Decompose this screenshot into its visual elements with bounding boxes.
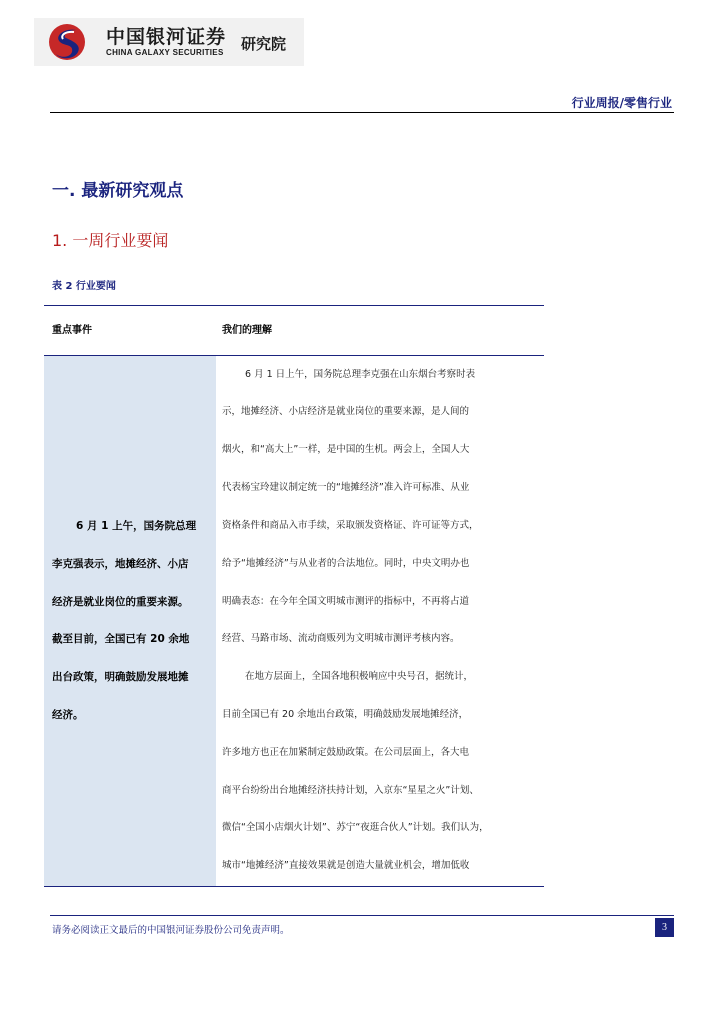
- analysis-line: 在地方层面上，全国各地积极响应中央号召，据统计，: [245, 671, 474, 682]
- analysis-line: 代表杨宝玲建议制定统一的“地摊经济”准入许可标准、从业: [222, 482, 470, 493]
- analysis-line: 资格条件和商品入市手续，采取颁发资格证、许可证等方式，: [222, 520, 479, 531]
- analysis-line: 城市“地摊经济”直接效果就是创造大量就业机会，增加低收: [222, 860, 470, 871]
- analysis-line: 烟火，和“高大上”一样，是中国的生机。两会上，全国人大: [222, 444, 470, 455]
- header-divider: [50, 112, 674, 113]
- analysis-line: 经营、马路市场、流动商贩列为文明城市测评考核内容。: [222, 633, 460, 644]
- table-header-event: 重点事件: [52, 325, 92, 336]
- analysis-cell: [216, 356, 544, 886]
- page-number: 3: [655, 918, 674, 937]
- event-line: 经济是就业岗位的重要来源。: [52, 596, 189, 608]
- section-title: 一. 最新研究观点: [52, 181, 184, 201]
- analysis-line: 明确表态：在今年全国文明城市测评的指标中，不再将占道: [222, 596, 470, 607]
- logo-division: 研究院: [241, 35, 287, 53]
- event-line: 经济。: [52, 709, 84, 721]
- company-logo: [34, 18, 304, 66]
- analysis-line: 微信“全国小店烟火计划”、苏宁“夜逛合伙人”计划。我们认为，: [222, 822, 489, 833]
- galaxy-logo-icon: [46, 22, 88, 62]
- footer-disclaimer: 请务必阅读正文最后的中国银河证券股份公司免责声明。: [52, 925, 290, 936]
- table-bottom-border: [44, 886, 544, 887]
- analysis-line: 商平台纷纷出台地摊经济扶持计划，入京东“星星之火”计划、: [222, 785, 479, 796]
- logo-chinese-name: 中国银河证券: [106, 26, 227, 48]
- event-line: 李克强表示，地摊经济、小店: [52, 558, 189, 570]
- footer-divider: [50, 915, 674, 916]
- event-line: 截至目前，全国已有 20 余地: [52, 633, 190, 645]
- report-type-label: 行业周报/零售行业: [571, 96, 672, 110]
- event-line: 6 月 1 上午，国务院总理: [76, 520, 197, 532]
- analysis-line: 许多地方也正在加紧制定鼓励政策。在公司层面上，各大电: [222, 747, 470, 758]
- table-caption: 表 2 行业要闻: [52, 281, 116, 292]
- event-line: 出台政策，明确鼓励发展地摊: [52, 671, 189, 683]
- analysis-line: 目前全国已有 20 余地出台政策，明确鼓励发展地摊经济，: [222, 709, 469, 720]
- logo-english-name: CHINA GALAXY SECURITIES: [106, 48, 224, 57]
- table-header-analysis: 我们的理解: [222, 325, 272, 336]
- table-top-border: [44, 305, 544, 306]
- analysis-line: 6 月 1 日上午，国务院总理李克强在山东烟台考察时表: [245, 369, 476, 380]
- analysis-line: 示，地摊经济、小店经济是就业岗位的重要来源，是人间的: [222, 406, 470, 417]
- analysis-line: 给予“地摊经济”与从业者的合法地位。同时，中央文明办也: [222, 558, 470, 569]
- event-cell: [44, 356, 216, 886]
- subsection-title: 1. 一周行业要闻: [52, 231, 169, 250]
